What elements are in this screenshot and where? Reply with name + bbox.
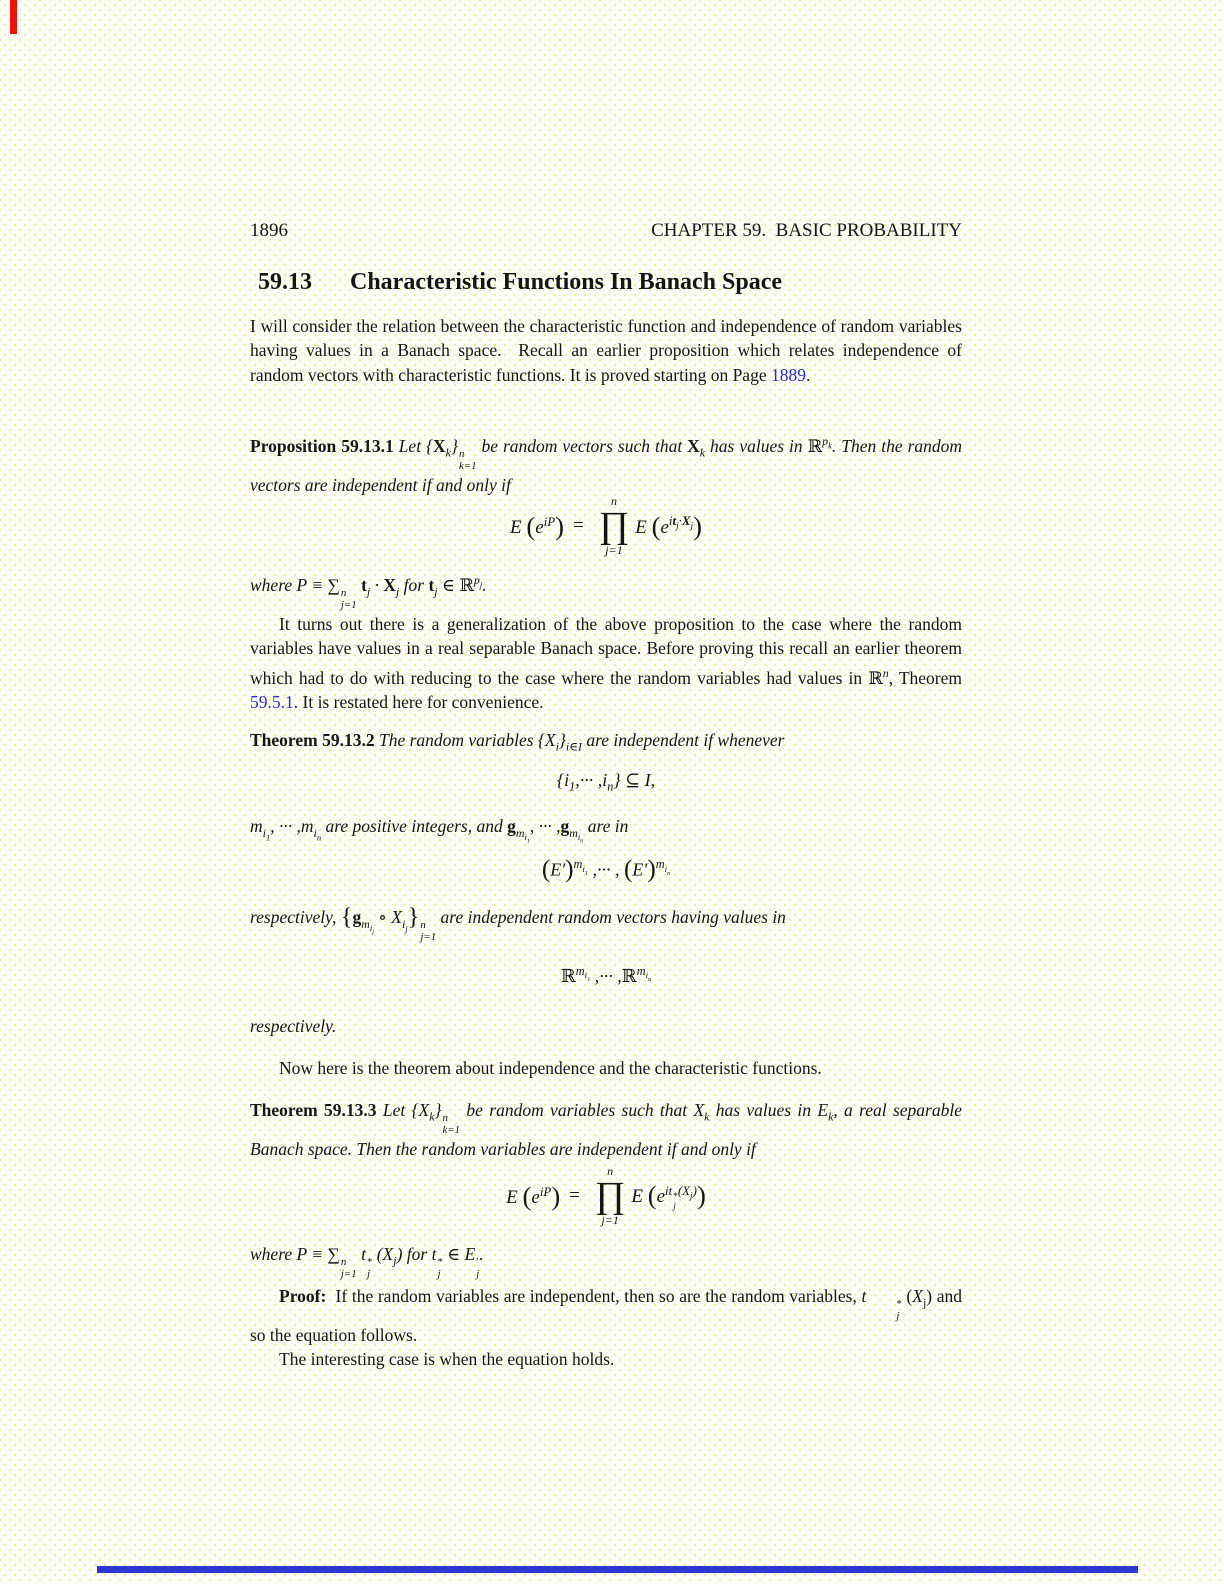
running-header [250,219,962,243]
theorem-link-59-5-1[interactable]: 59.5.1 [250,692,294,713]
page-link-1889[interactable]: 1889 [770,364,806,385]
theorem-59-13-3 [250,1098,962,1161]
equation-banach-product: E $(e^{iP})$ = n ∏ j=1 E $(e^{it * j (X_j)})$ [506,1163,706,1227]
proof-body-2: The interesting case is when the equation holds. [279,1349,615,1370]
para-transition: Now here is the theorem about independence and the characteristic functions. [279,1058,822,1078]
page-number: 1896 [250,220,288,241]
section-heading [258,268,978,297]
proof-paragraph [250,1284,962,1372]
display-r-spaces: ℝ$^{m_{i_1}}$ ,··· ,ℝ$^{m_{i_n}}$ [560,964,652,986]
equation-characteristic-product: E $(e^{iP})$ = n ∏ j=1 E $(e^{it_j\cdot X_j})$ [510,493,702,557]
proposition-label: Proposition 59.13.1 [250,435,394,456]
bottom-edge-blue-line [97,1566,1138,1573]
proof-first-part [250,1284,962,1347]
proposition-59-13-1 [250,429,962,497]
section-title: Characteristic Functions In Banach Space [350,269,782,295]
where-clause-2: where P ≡ ∑ n j=1 t * j $(X_j)$ for t * j ∈ E ′ j . [250,1244,484,1280]
line-positive-integers: $m_{i_1}$, ··· $,m_{i_n}$ are positive integers, and $g_{m_{i_1}}$, ··· $,g_{m_{i_n}}$ are in [250,816,629,845]
theorem-3-body: Let $\{X_k\}$ n k=1 be random variables such that $X_k$ has values in $E_k$, a real separable Banach space. Then the random variables are independent if and only if [250,1100,963,1159]
proposition-body: Let $\{X_k\}$ n k=1 be random vectors such that $X_k$ has values in ℝ$^{p_k}$. Then the random vectors are independent if and only if [250,434,963,495]
display-dual-spaces: $(E')^{m_{i_1}}$ ,··· , $(E')^{m_{i_n}}$ [541,856,671,883]
theorem-3-label: Theorem 59.13.3 [250,1100,377,1120]
theorem-2-label: Theorem 59.13.2 [250,730,375,750]
left-edge-red-mark [10,0,17,34]
line-respectively-closing: respectively. [250,1016,337,1036]
para-intro: I will consider the relation between the characteristic function and independence of random variables having values in a Banach space. Recall an earlier proposition which relates independence of random vectors with characteristic functions. It is proved starting on Page 1889. [250,316,962,385]
para-generalization: It turns out there is a generalization of the above proposition to the case where the random variables have values in a real separable Banach space. Before proving this recall an earlier theorem which had to do with reducing to the case where the random variables had values in ℝ$^n$, Theorem 59.5.1. It is restated here for convenience. [250,614,962,713]
where-clause-1: where P ≡ ∑ n j=1 $t_j \cdot X_j$ for $t_j$ ∈ ℝ$^{p_j}$. [250,573,487,611]
theorem-2-body: The random variables $\{X_i\}_{i\in I}$ are independent if whenever [378,730,785,754]
display-index-set: $\{i_1,\cdot\cdot\cdot ,i_n\}$ ⊆ I, [556,770,656,794]
chapter-header: CHAPTER 59. BASIC PROBABILITY [651,220,962,241]
theorem-59-13-2 [250,728,962,759]
section-number: 59.13 [258,269,312,295]
proof-body-1: If the random variables are independent, then so are the random variables, t * j $(X_j)$ and so the equation follows. [250,1286,962,1345]
proof-label: Proof: [279,1286,327,1306]
line-respectively-composition: respectively, {$g_{m_{i_j}}$ ∘ $X_{i_j}$} n j=1 are independent random vectors having values in [250,903,786,943]
